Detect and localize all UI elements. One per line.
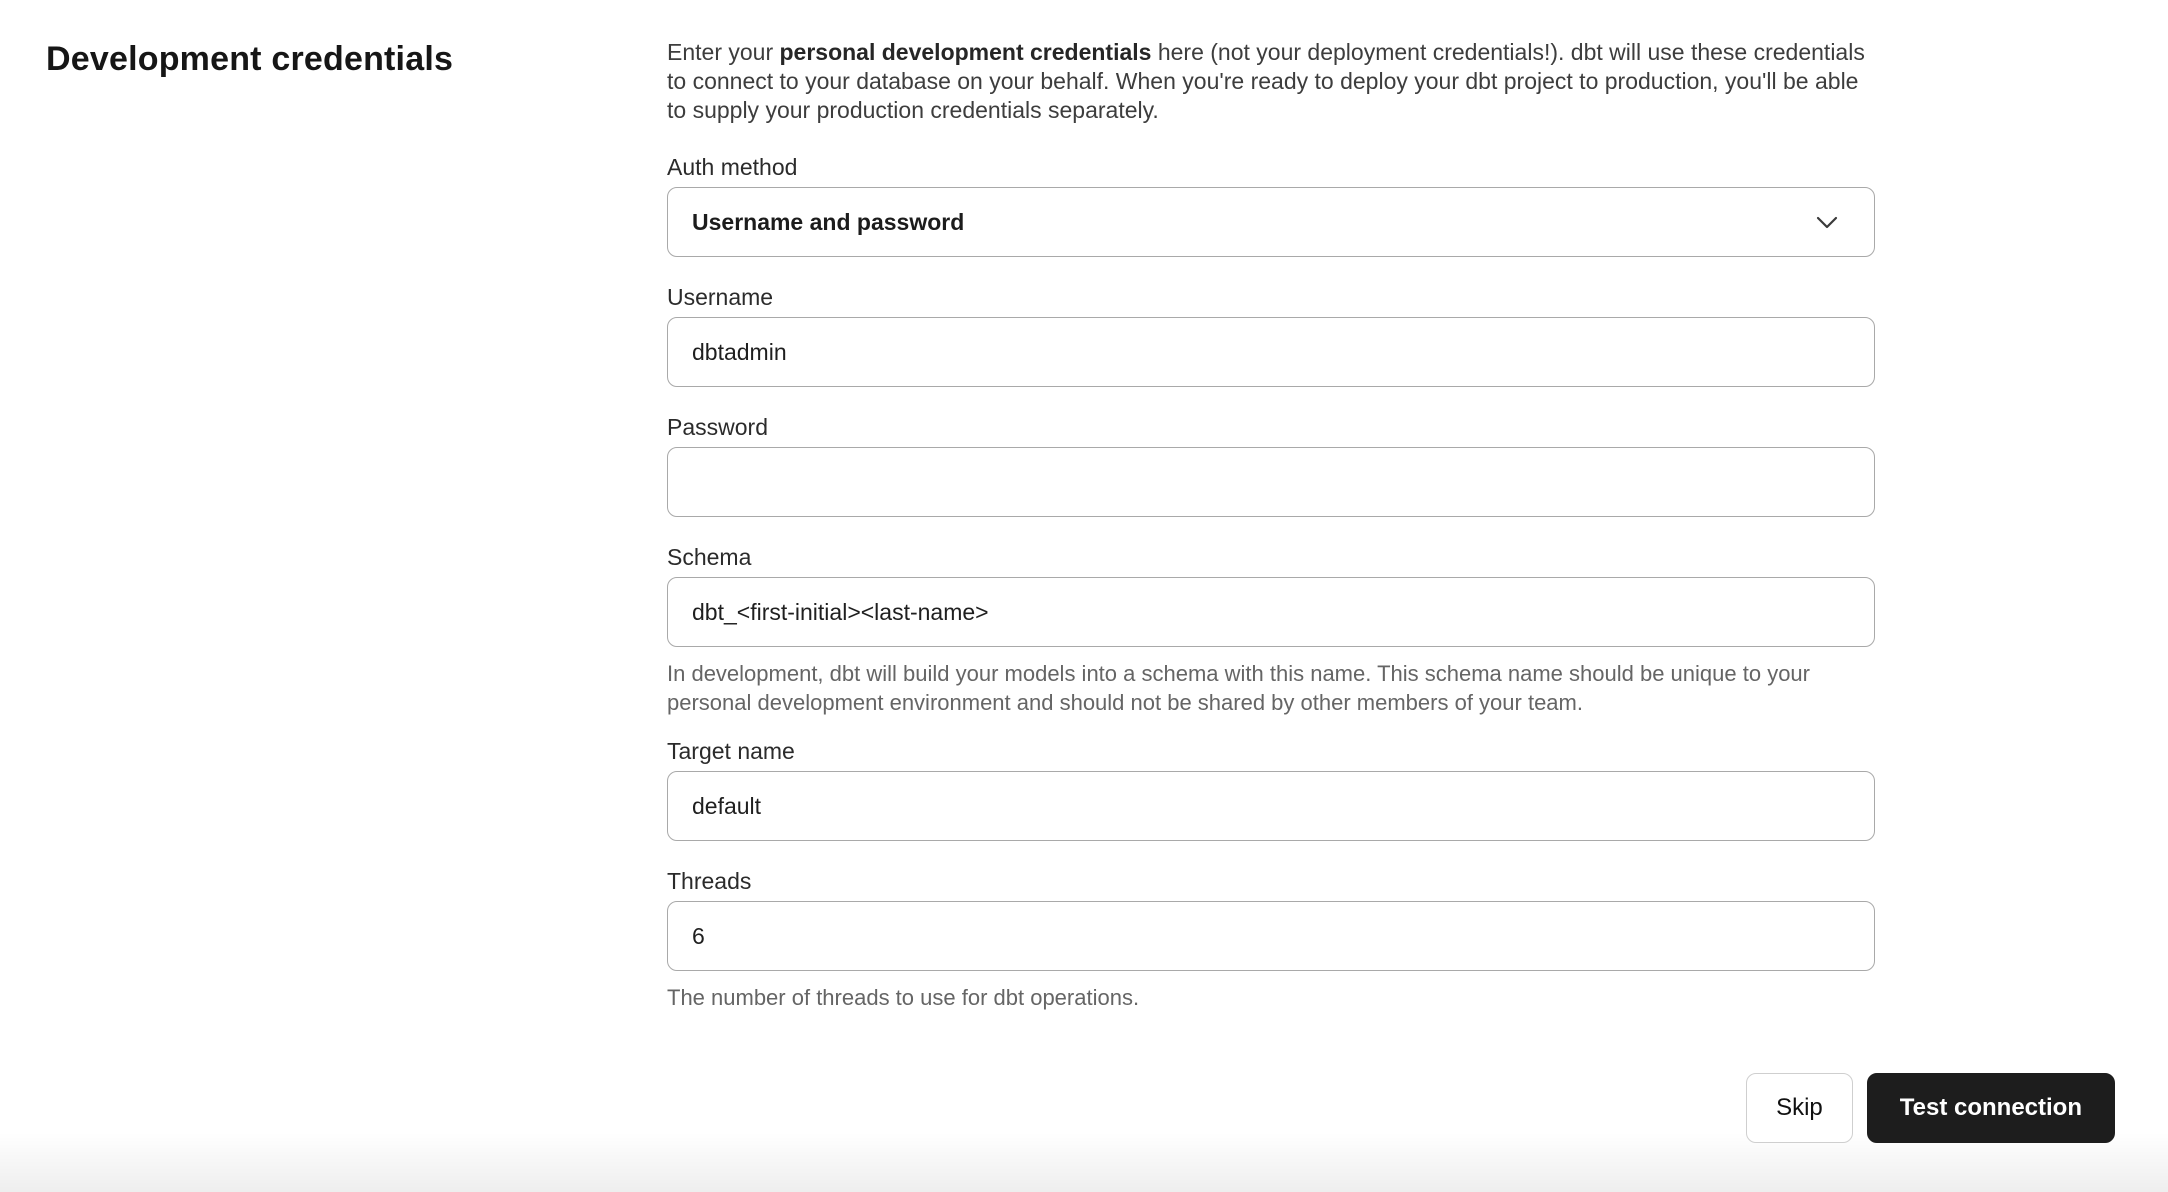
- auth-method-label: Auth method: [667, 154, 798, 180]
- auth-method-select[interactable]: [667, 187, 1875, 257]
- schema-label: Schema: [667, 544, 752, 570]
- schema-input[interactable]: [667, 577, 1875, 647]
- credentials-form: [667, 38, 1875, 1034]
- schema-help-text: In development, dbt will build your models into a schema with this name. This schema name should be unique to your personal development environment and should not be shared by other members of your team.: [667, 661, 1810, 715]
- password-label: Password: [667, 414, 768, 440]
- auth-method-value: Username and password: [692, 208, 965, 235]
- username-input[interactable]: [667, 317, 1875, 387]
- heading-column: [46, 38, 667, 1034]
- page-title: Development credentials: [46, 40, 454, 78]
- target-name-label: Target name: [667, 738, 795, 764]
- test-connection-button[interactable]: Test connection: [1867, 1073, 2115, 1143]
- intro-before-bold: Enter your: [667, 39, 780, 65]
- username-field: [667, 285, 1875, 387]
- threads-help-text: The number of threads to use for dbt operations.: [667, 985, 1140, 1010]
- skip-button[interactable]: Skip: [1746, 1073, 1853, 1143]
- action-buttons: [1746, 1073, 2115, 1143]
- schema-field: [667, 545, 1875, 717]
- target-name-field: [667, 739, 1875, 841]
- target-name-input[interactable]: [667, 771, 1875, 841]
- threads-label: Threads: [667, 868, 752, 894]
- auth-method-field: [667, 155, 1875, 257]
- intro-after-bold: here (not your deployment credentials!). dbt will use these credentials to connect to your database on your behalf. When you're ready to deploy your dbt project to production, you'll be able to supply your production credentials separately.: [667, 39, 1865, 123]
- password-field: [667, 415, 1875, 517]
- chevron-down-icon: [1816, 216, 1838, 229]
- intro-bold: personal development credentials: [779, 39, 1152, 65]
- username-label: Username: [667, 284, 774, 310]
- threads-field: [667, 869, 1875, 1012]
- password-input[interactable]: [667, 447, 1875, 517]
- intro-text: [667, 38, 1875, 125]
- threads-input[interactable]: [667, 901, 1875, 971]
